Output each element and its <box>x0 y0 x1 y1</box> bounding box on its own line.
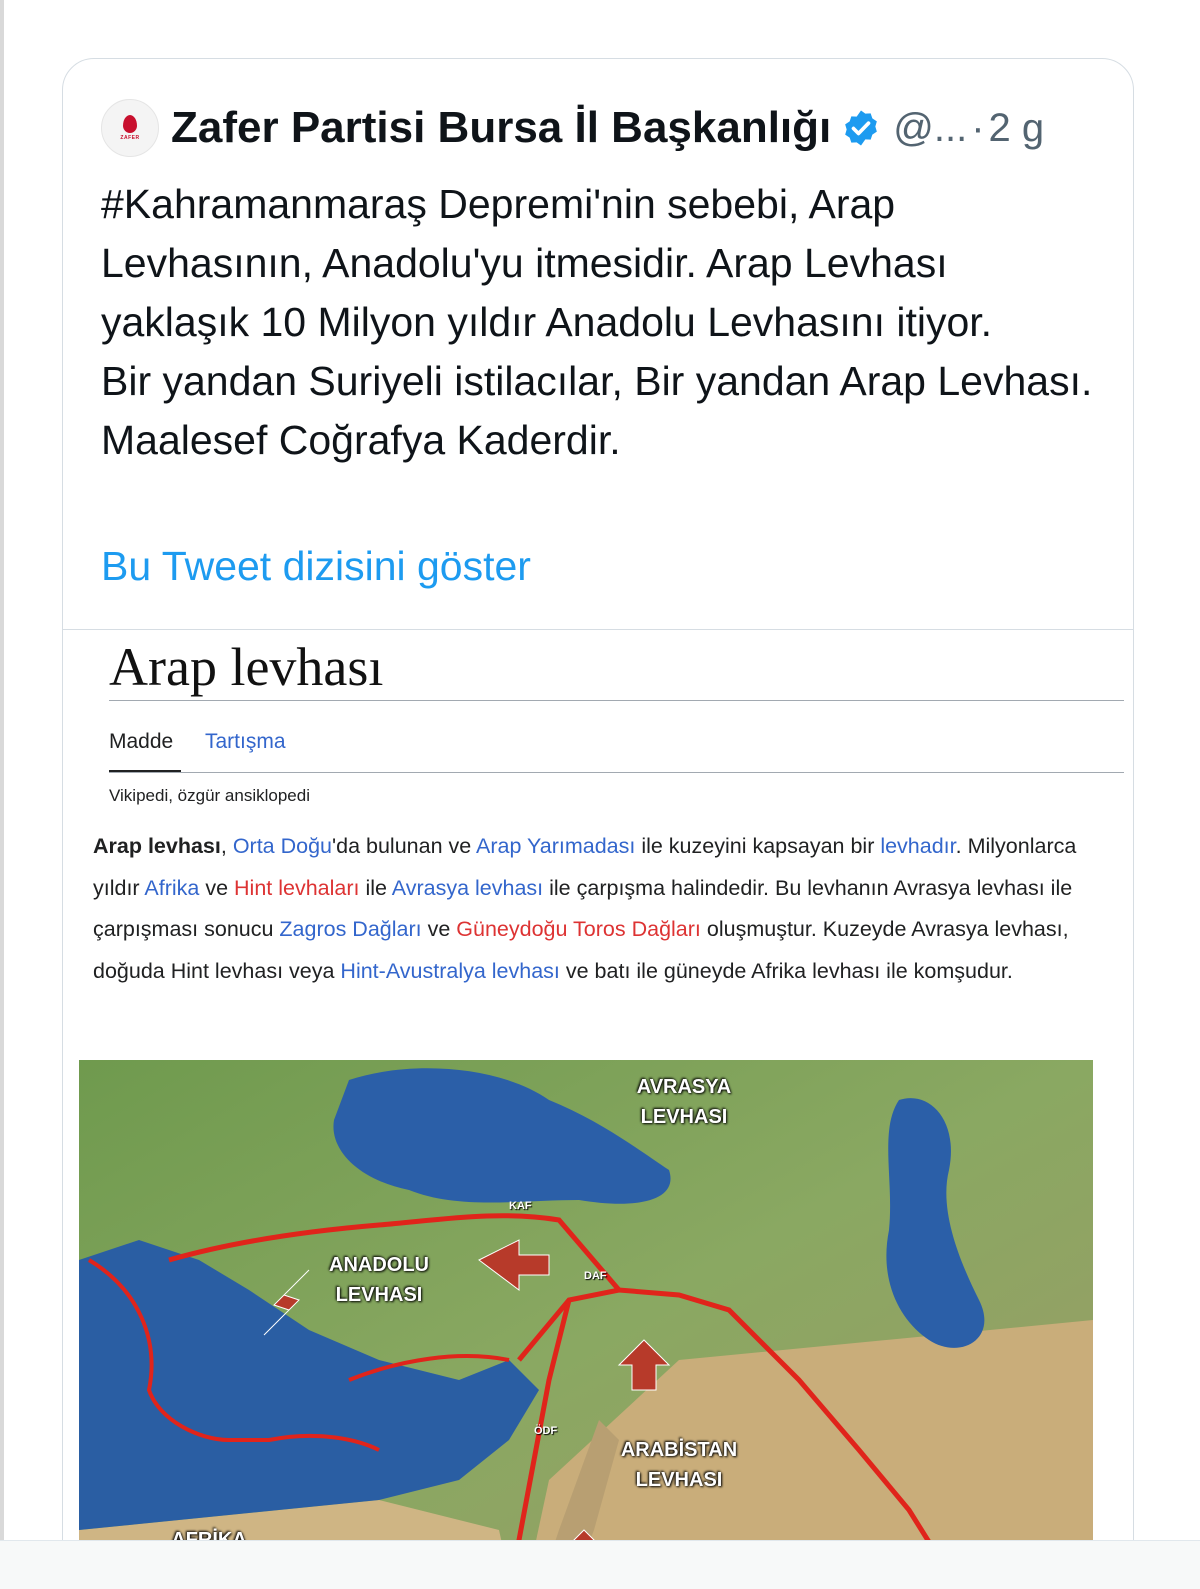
text-run: ve <box>421 917 457 941</box>
link-afrika: Afrika <box>144 875 200 900</box>
label-line: LEVHASI <box>335 1284 423 1306</box>
text-run: 'da bulunan ve <box>332 834 476 858</box>
link-arap-yarimadasi: Arap Yarımadası <box>476 834 636 858</box>
tectonic-plate-map <box>79 1060 1093 1589</box>
tweet-card[interactable] <box>62 58 1134 1589</box>
label-odf: ÖDF <box>534 1425 558 1437</box>
link-hint-levhalari: Hint levhaları <box>234 875 360 900</box>
wiki-tagline: Vikipedi, özgür ansiklopedi <box>109 786 310 805</box>
text-run: ile kuzeyini kapsayan bir <box>635 834 881 858</box>
label-eurasian-plate <box>599 1072 769 1132</box>
bold-term: Arap levhası <box>93 834 221 858</box>
text-run: . Milyonlarca yıldır <box>93 834 1077 900</box>
avatar[interactable] <box>101 99 159 157</box>
tweet-time[interactable]: 2 g <box>988 105 1045 150</box>
avatar-text: ZAFER <box>120 135 140 141</box>
flame-icon <box>123 115 137 133</box>
label-line: ANADOLU <box>329 1254 429 1276</box>
label-anatolian-plate <box>299 1250 459 1310</box>
label-line: ARABİSTAN <box>620 1439 738 1461</box>
link-levha: levhadır <box>880 834 956 858</box>
tweet-text: #Kahramanmaraş Depremi'nin sebebi, Arap Levhasının, Anadolu'yu itmesidir. Arap Levhası yaklaşık 10 Milyon yıldır Anadolu Levhasını itiyor. Bir yandan Suriyeli istilacılar, Bir yandan Arap Levhası. Maalesef Coğrafya Kaderdir. <box>101 181 1093 463</box>
link-hint-avustralya: Hint-Avustralya levhası <box>340 958 560 983</box>
text-run: ile <box>359 875 392 900</box>
bottom-bar <box>0 1540 1200 1589</box>
link-guneydogu-toros: Güneydoğu Toros Dağları <box>456 917 701 941</box>
text-run: , <box>220 834 233 858</box>
link-orta-dogu: Orta Doğu <box>232 834 333 858</box>
text-run: ve <box>199 875 235 900</box>
text-run: oluşmuştur. Kuzeyde Avrasya levhası, doğuda Hint levhası veya <box>93 917 1069 983</box>
verified-badge-icon <box>841 108 881 148</box>
tweet-header <box>101 97 1101 159</box>
show-thread-link[interactable]: Bu Tweet dizisini göster <box>101 543 531 589</box>
link-zagros: Zagros Dağları <box>279 917 422 941</box>
separator-dot: · <box>971 105 985 150</box>
label-daf: DAF <box>584 1270 607 1282</box>
label-line: LEVHASI <box>640 1106 728 1128</box>
link-avrasya-levhasi: Avrasya levhası <box>391 875 544 900</box>
map-graphic <box>79 1060 1093 1589</box>
tweet-media-image[interactable] <box>63 629 1134 1589</box>
label-arabian-plate <box>579 1435 779 1495</box>
window-edge <box>0 0 4 1589</box>
text-run: ile çarpışma halindedir. Bu levhanın Avrasya levhası ile çarpışması sonucu <box>93 875 1073 941</box>
tabs-divider <box>109 772 1124 773</box>
tab-talk: Tartışma <box>205 730 286 753</box>
wiki-intro-paragraph <box>93 826 1128 992</box>
wiki-article-title: Arap levhası <box>109 637 384 697</box>
label-line: AVRASYA <box>636 1076 732 1098</box>
author-name[interactable]: Zafer Partisi Bursa İl Başkanlığı <box>171 103 832 152</box>
tab-article: Madde <box>109 730 174 753</box>
text-run: ve batı ile güneyde Afrika levhası ile komşudur. <box>559 958 1013 983</box>
author-handle[interactable]: @... <box>893 105 968 150</box>
label-kaf: KAF <box>509 1200 532 1212</box>
label-line: LEVHASI <box>635 1469 723 1491</box>
title-divider <box>109 700 1124 701</box>
